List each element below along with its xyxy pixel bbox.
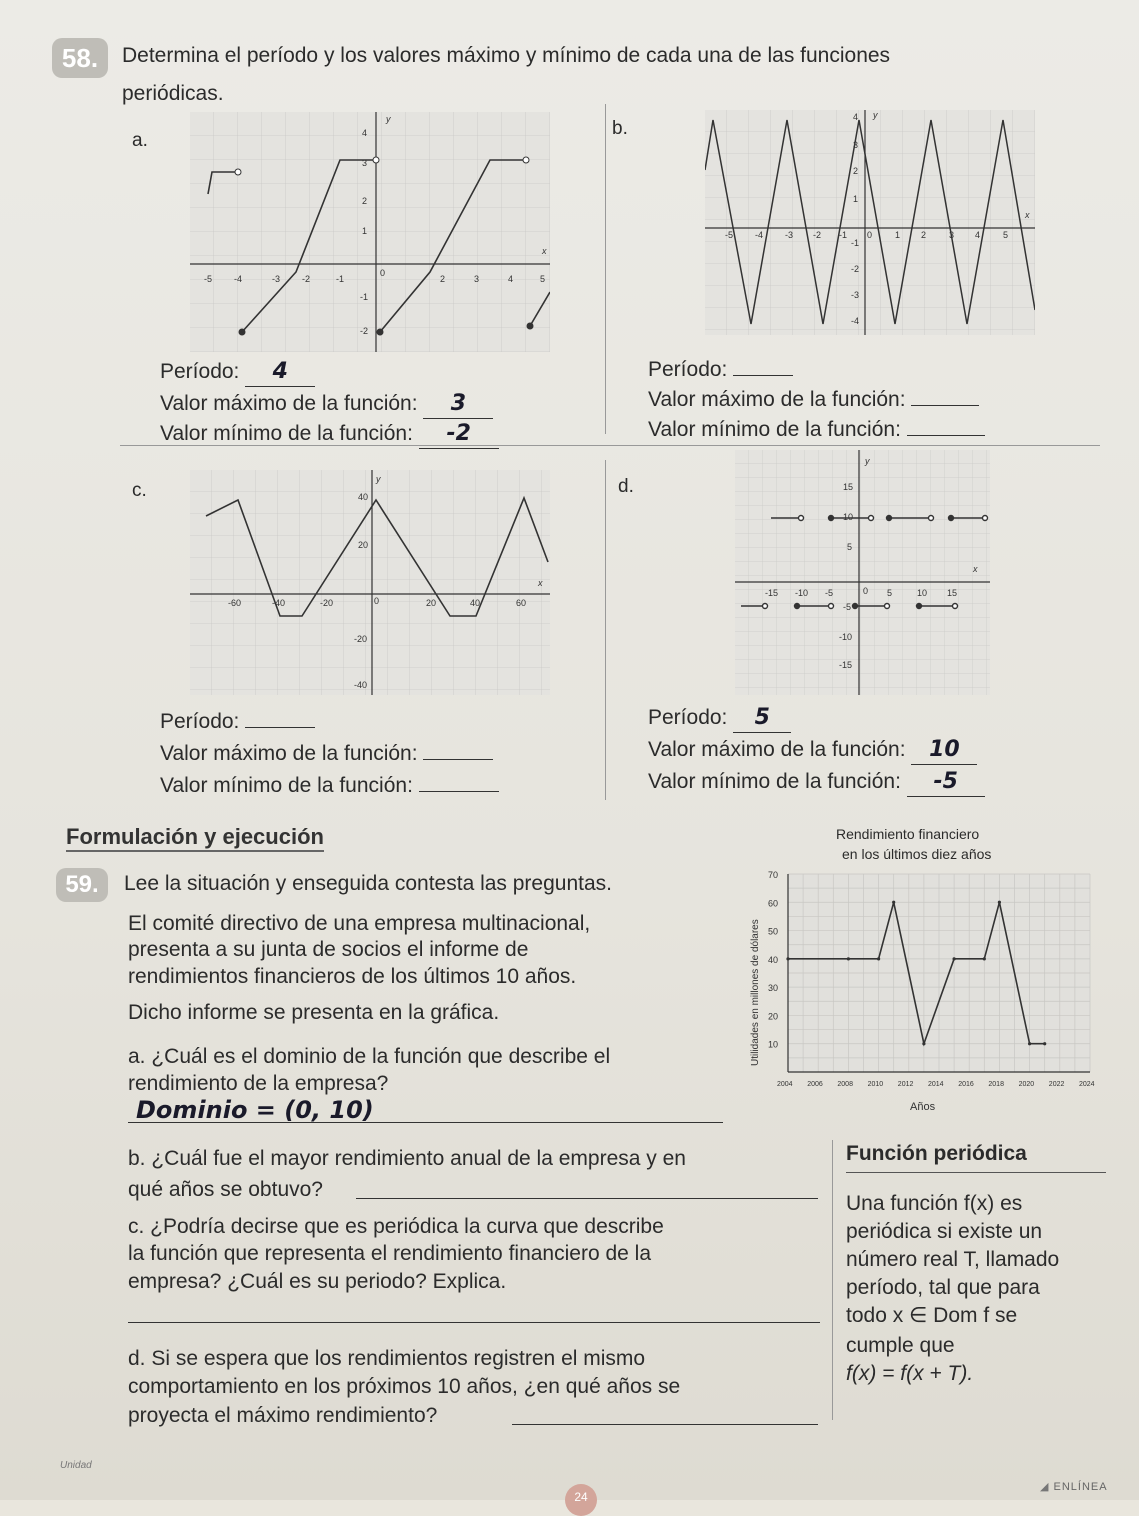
tick-a-x-5: 0 (380, 268, 386, 278)
tick-b-x-0: -5 (725, 230, 734, 240)
part-d-max: Valor máximo de la función: 10 (648, 736, 977, 765)
tick-b-y-5: -2 (851, 264, 860, 274)
chart-ylabel: Utilidades en millones de dólares (750, 919, 761, 1066)
exercise-number-59: 59. (56, 868, 108, 902)
question-b-line1: b. ¿Cuál fue el mayor rendimiento anual de la empresa y en (128, 1147, 686, 1170)
tick-d-y-1: 10 (843, 512, 854, 522)
tick-b-y-0: 4 (853, 112, 859, 122)
chart-xtick-7: 2018 (988, 1081, 1004, 1088)
tick-a-x-8: 4 (508, 274, 514, 284)
tick-a-y-1: 3 (362, 158, 368, 168)
tick-a-x-6: 2 (440, 274, 446, 284)
chart-xtick-2: 2008 (837, 1081, 853, 1088)
tick-a-y-0: 4 (362, 128, 368, 138)
chart-point-5 (953, 957, 956, 960)
part-a-period: Período: 4 (160, 358, 315, 387)
axis-a-xlabel: x (542, 246, 547, 256)
tick-d-y-3: -5 (843, 602, 852, 612)
chart-ytick-2: 30 (768, 983, 779, 994)
tick-c-x-1: -40 (272, 598, 286, 608)
question-b-answer-line (356, 1198, 818, 1199)
question-d-answer-line (512, 1424, 818, 1425)
part-d-min: Valor mínimo de la función: -5 (648, 768, 985, 797)
question-c-line3: empresa? ¿Cuál es su periodo? Explica. (128, 1270, 507, 1293)
chart-point-2 (877, 957, 880, 960)
exercise-59-p3: rendimientos financieros de los últimos 10 años. (128, 965, 577, 988)
part-a-letter: a. (132, 130, 148, 151)
graph-b (705, 110, 1035, 335)
tick-d-x-0: -15 (765, 588, 779, 598)
part-d-period: Período: 5 (648, 704, 791, 733)
chart-xtick-3: 2010 (867, 1081, 884, 1088)
chart-point-0 (786, 957, 789, 960)
tick-b-x-2: -3 (785, 230, 794, 240)
question-d-line3: proyecta el máximo rendimiento? (128, 1404, 438, 1427)
tick-b-y-1: 3 (853, 140, 859, 150)
exercise-59-p2: presenta a su junta de socios el informe de (128, 938, 529, 961)
chart-point-4 (922, 1042, 925, 1045)
exercise-number-58: 58. (52, 38, 108, 78)
tick-c-x-6: 60 (516, 598, 527, 608)
question-d-line1: d. Si se espera que los rendimientos registren el mismo (128, 1347, 646, 1370)
graph-d (735, 450, 990, 695)
chart-point-9 (1043, 1042, 1046, 1045)
tick-d-x-2: -5 (825, 588, 834, 598)
chart-point-8 (1028, 1042, 1031, 1045)
chart-subtitle: en los últimos diez años (842, 846, 992, 862)
tick-a-x-3: -2 (302, 274, 311, 284)
page-number: 24 (565, 1484, 597, 1516)
chart-xtick-0: 2004 (777, 1081, 793, 1088)
sidebox-divider (832, 1140, 833, 1420)
graph-a (190, 112, 550, 352)
part-a-min-answer: -2 (446, 421, 471, 446)
chart-title: Rendimiento financiero (836, 826, 980, 842)
tick-b-x-7: 2 (921, 230, 927, 240)
sidebox-title: Función periódica (846, 1142, 1027, 1165)
question-b-line2: qué años se obtuvo? (128, 1178, 323, 1201)
chart-xtick-6: 2016 (958, 1081, 974, 1088)
sidebox-line5: todo x ∈ Dom f se (846, 1304, 1018, 1327)
tick-a-y-3: 1 (362, 226, 368, 236)
question-a-answer: Dominio = (0, 10) (136, 1096, 374, 1124)
tick-c-y-2: -20 (354, 634, 368, 644)
chart-ytick-3: 40 (768, 954, 779, 965)
tick-b-x-8: 3 (949, 230, 955, 240)
sidebox-title-rule (846, 1172, 1106, 1173)
exercise-58-prompt-line2: periódicas. (122, 82, 224, 105)
sidebox-line2: periódica si existe un (846, 1220, 1043, 1243)
chart-ytick-5: 60 (768, 898, 779, 909)
tick-a-x-9: 5 (540, 274, 546, 284)
part-c-max: Valor máximo de la función: (160, 740, 493, 768)
tick-b-y-7: -4 (851, 316, 860, 326)
chart-ytick-1: 20 (768, 1011, 779, 1022)
exercise-59-intro: Lee la situación y enseguida contesta las preguntas. (124, 872, 612, 895)
tick-b-x-6: 1 (895, 230, 901, 240)
tick-d-x-6: 15 (947, 588, 958, 598)
tick-c-x-2: -20 (320, 598, 334, 608)
tick-b-y-4: -1 (851, 238, 860, 248)
exercise-59-p4: Dicho informe se presenta en la gráfica. (128, 1001, 500, 1024)
tick-d-y-5: -15 (839, 660, 853, 670)
tick-b-y-2: 2 (853, 166, 859, 176)
tick-a-y-5: -2 (360, 326, 369, 336)
sidebox-line4: período, tal que para (846, 1276, 1040, 1299)
part-b-min: Valor mínimo de la función: (648, 416, 985, 444)
tick-a-x-1: -4 (234, 274, 243, 284)
part-d-min-answer: -5 (933, 769, 958, 794)
tick-b-x-3: -2 (813, 230, 822, 240)
sidebox-line3: número real T, llamado (846, 1248, 1060, 1271)
tick-d-x-1: -10 (795, 588, 809, 598)
chart-xtick-9: 2022 (1048, 1081, 1065, 1088)
axis-b-ylabel: y (873, 110, 878, 120)
tick-d-y-0: 15 (843, 482, 854, 492)
question-a-answer-line (128, 1096, 723, 1123)
chart-xtick-4: 2012 (897, 1081, 914, 1088)
chart-xtick-8: 2020 (1018, 1081, 1035, 1088)
exercise-58-prompt-line1: Determina el período y los valores máximo y mínimo de cada una de las funciones (122, 44, 891, 67)
chart-xlabel: Años (910, 1101, 936, 1113)
tick-c-x-4: 20 (426, 598, 437, 608)
tick-a-y-4: -1 (360, 292, 369, 302)
part-b-letter: b. (612, 118, 628, 139)
tick-a-x-7: 3 (474, 274, 480, 284)
sidebox-line1: Una función f(x) es (846, 1192, 1023, 1215)
tick-d-x-5: 10 (917, 588, 928, 598)
axis-b-xlabel: x (1025, 210, 1030, 220)
chart-xtick-10: 2024 (1079, 1081, 1095, 1088)
part-b-period: Período: (648, 356, 793, 384)
footer-brand: ◢ ENLÍNEA (1040, 1481, 1108, 1493)
divider-vertical-bottom (605, 460, 606, 800)
chart-point-6 (983, 957, 986, 960)
axis-a-ylabel-text: y (386, 114, 391, 124)
tick-a-x-0: -5 (204, 274, 213, 284)
chart-ytick-0: 10 (768, 1039, 779, 1050)
question-a-line2: rendimiento de la empresa? (128, 1072, 389, 1095)
part-a-max: Valor máximo de la función: 3 (160, 390, 493, 419)
part-d-letter: d. (618, 476, 634, 497)
sidebox-line6: cumple que (846, 1334, 955, 1357)
tick-b-y-3: 1 (853, 194, 859, 204)
tick-b-x-1: -4 (755, 230, 764, 240)
part-d-max-answer: 10 (929, 737, 960, 762)
tick-b-x-5: 0 (867, 230, 873, 240)
part-d-period-answer: 5 (754, 705, 770, 730)
tick-c-y-0: 40 (358, 492, 369, 502)
part-c-period: Período: (160, 708, 315, 736)
tick-c-y-3: -40 (354, 680, 368, 690)
part-c-letter: c. (132, 480, 147, 501)
part-b-max: Valor máximo de la función: (648, 386, 979, 414)
tick-c-x-3: 0 (374, 596, 380, 606)
chart-point-3 (892, 901, 895, 904)
tick-d-x-4: 5 (887, 588, 893, 598)
chart-xtick-5: 2014 (928, 1081, 944, 1088)
tick-d-y-2: 5 (847, 542, 853, 552)
chart-point-1 (847, 957, 850, 960)
tick-b-x-4: -1 (839, 230, 848, 240)
question-c-line2: la función que representa el rendimiento financiero de la (128, 1242, 652, 1265)
tick-d-x-3: 0 (863, 586, 869, 596)
part-c-min: Valor mínimo de la función: (160, 772, 499, 800)
financial-chart (730, 866, 1100, 1116)
tick-a-x-2: -3 (272, 274, 281, 284)
part-a-min: Valor mínimo de la función: -2 (160, 420, 499, 449)
chart-point-7 (998, 901, 1001, 904)
chart-xtick-1: 2006 (807, 1081, 823, 1088)
question-c-answer-line (128, 1322, 820, 1323)
sidebox-line7: f(x) = f(x + T). (846, 1362, 974, 1385)
tick-c-y-1: 20 (358, 540, 369, 550)
axis-c-ylabel: y (376, 474, 381, 484)
axis-c-xlabel: x (538, 578, 543, 588)
tick-d-y-4: -10 (839, 632, 853, 642)
question-a-line1: a. ¿Cuál es el dominio de la función que describe el (128, 1045, 611, 1068)
tick-c-x-5: 40 (470, 598, 481, 608)
tick-b-x-10: 5 (1003, 230, 1009, 240)
brand-logo-icon: ◢ (1040, 1481, 1050, 1493)
axis-d-ylabel: y (865, 456, 870, 466)
tick-a-y-2: 2 (362, 196, 368, 206)
tick-c-x-0: -60 (228, 598, 242, 608)
tick-b-x-9: 4 (975, 230, 981, 240)
chart-ytick-6: 70 (768, 870, 779, 880)
question-c-line1: c. ¿Podría decirse que es periódica la curva que describe (128, 1215, 664, 1238)
part-a-max-answer: 3 (450, 391, 467, 416)
exercise-59-p1: El comité directivo de una empresa multinacional, (128, 912, 591, 935)
part-a-period-answer: 4 (272, 359, 288, 384)
graph-c (190, 470, 550, 695)
question-d-line2: comportamiento en los próximos 10 años, ¿en qué años se (128, 1375, 681, 1398)
footer-unidad: Unidad (60, 1460, 92, 1471)
tick-a-x-4: -1 (336, 274, 345, 284)
divider-vertical-top (605, 104, 606, 434)
tick-b-y-6: -3 (851, 290, 860, 300)
section-title-formulacion: Formulación y ejecución (66, 824, 324, 852)
chart-ytick-4: 50 (768, 926, 779, 937)
axis-d-xlabel: x (973, 564, 978, 574)
